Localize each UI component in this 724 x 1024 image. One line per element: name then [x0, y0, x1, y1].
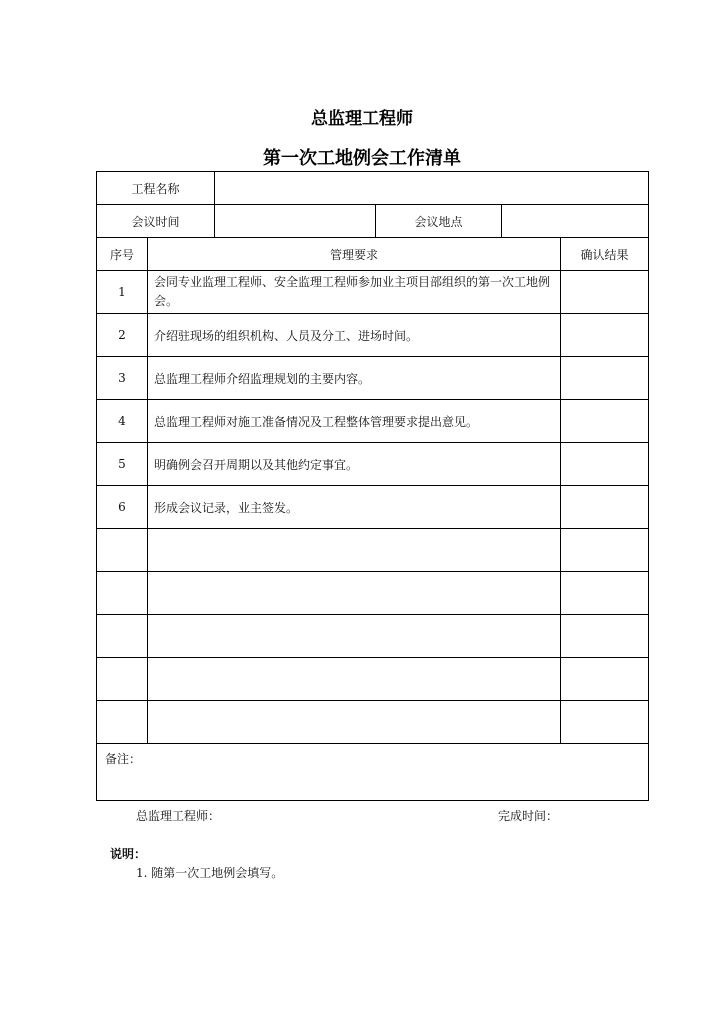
row-requirement: 明确例会召开周期以及其他约定事宜。 [148, 443, 561, 486]
empty-seq-cell[interactable] [97, 615, 148, 658]
empty-seq-cell[interactable] [97, 701, 148, 744]
empty-result-cell[interactable] [561, 572, 649, 615]
table-row [97, 400, 649, 443]
table-row [97, 486, 649, 529]
empty-seq-cell[interactable] [97, 572, 148, 615]
empty-result-cell[interactable] [561, 529, 649, 572]
note-item: 1. 随第一次工地例会填写。 [136, 866, 284, 880]
empty-requirement-cell[interactable] [148, 658, 561, 701]
row-seq: 6 [97, 486, 148, 529]
empty-result-cell[interactable] [561, 615, 649, 658]
row-result-field[interactable] [561, 314, 649, 357]
row-requirement: 介绍驻现场的组织机构、人员及分工、进场时间。 [148, 314, 561, 357]
empty-result-cell[interactable] [561, 701, 649, 744]
row-requirement: 总监理工程师介绍监理规划的主要内容。 [148, 357, 561, 400]
empty-row [97, 615, 649, 658]
row-seq: 2 [97, 314, 148, 357]
empty-result-cell[interactable] [561, 658, 649, 701]
document-subtitle: 第一次工地例会工作清单 [263, 148, 461, 169]
project-name-label: 工程名称 [97, 172, 215, 205]
empty-row [97, 658, 649, 701]
row-requirement: 会同专业监理工程师、安全监理工程师参加业主项目部组织的第一次工地例会。 [148, 271, 561, 314]
row-result-field[interactable] [561, 443, 649, 486]
row-seq: 3 [97, 357, 148, 400]
row-result-field[interactable] [561, 486, 649, 529]
table-row [97, 271, 649, 314]
empty-requirement-cell[interactable] [148, 615, 561, 658]
checklist-table [96, 171, 649, 801]
row-result-field[interactable] [561, 271, 649, 314]
empty-seq-cell[interactable] [97, 658, 148, 701]
meeting-time-field[interactable] [215, 205, 376, 238]
empty-row [97, 529, 649, 572]
project-name-field[interactable] [215, 172, 649, 205]
column-header-result: 确认结果 [561, 238, 649, 271]
remarks-row [97, 744, 649, 801]
notes-title: 说明： [110, 847, 147, 861]
column-header-seq: 序号 [97, 238, 148, 271]
row-requirement: 总监理工程师对施工准备情况及工程整体管理要求提出意见。 [148, 400, 561, 443]
empty-row [97, 572, 649, 615]
empty-seq-cell[interactable] [97, 529, 148, 572]
empty-requirement-cell[interactable] [148, 529, 561, 572]
meeting-time-label: 会议时间 [97, 205, 215, 238]
row-requirement: 形成会议记录，业主签发。 [148, 486, 561, 529]
empty-row [97, 701, 649, 744]
row-seq: 1 [97, 271, 148, 314]
completion-time-label: 完成时间： [498, 809, 559, 823]
row-seq: 4 [97, 400, 148, 443]
table-row [97, 314, 649, 357]
project-name-row [97, 172, 649, 205]
empty-requirement-cell[interactable] [148, 701, 561, 744]
row-seq: 5 [97, 443, 148, 486]
meeting-place-field[interactable] [502, 205, 649, 238]
meeting-info-row [97, 205, 649, 238]
document-title: 总监理工程师 [311, 109, 413, 129]
column-header-requirement: 管理要求 [148, 238, 561, 271]
header-row [97, 238, 649, 271]
empty-requirement-cell[interactable] [148, 572, 561, 615]
table-row [97, 357, 649, 400]
row-result-field[interactable] [561, 400, 649, 443]
meeting-place-label: 会议地点 [376, 205, 502, 238]
remarks-field[interactable] [97, 744, 649, 801]
row-result-field[interactable] [561, 357, 649, 400]
table-row [97, 443, 649, 486]
chief-engineer-label: 总监理工程师： [136, 809, 221, 823]
remarks-label: 备注： [105, 752, 142, 766]
